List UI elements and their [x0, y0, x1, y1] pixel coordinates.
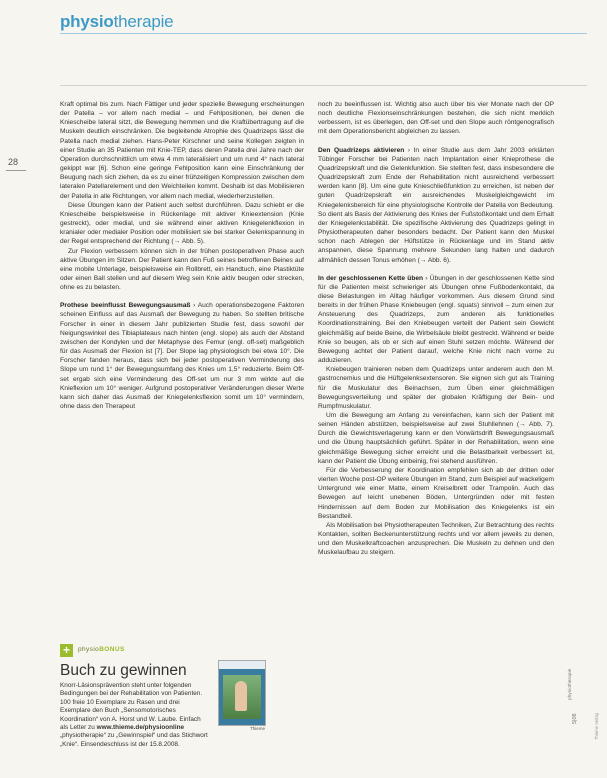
- paragraph-text: Kraft optimal bis zum. Nach Fättiger und jeder spezielle Bewegung erscheinungen der Patella – vor allem nach medial – und Fehlpositionen, bei denen die Kniescheibe lateral sitzt, die Bewegung hemmen und die Kraftübertragung auf die Muskeln deutlich einschränken. Die begleitende Atrophie des Quadrizeps lässt die Patella nach medial ziehen. Hans-Peter Kirschner und seine Kollegen zeigten in einer Studie an 35 Patienten mit Knie-TEP, dass deren Patella drei Jahre nach der Operation durchschnittlich um etwa 4 mm lateralisiert und um rund 4° nach lateral gekippt war [6]. Schon eine geringe Fehlposition kann eine Einschränkung der Beugung nach sich ziehen, da es zu einer frühzeitigen Kompression zwischen dem lateralen Patellarelement und den Weichteilen kommt. Deshalb ist das Mobilisieren der Patella in alle Richtungen, vor allem nach medial, wiederherzustellen.: [60, 101, 304, 200]
- plus-icon: +: [60, 644, 73, 657]
- paragraph-text: Diese Übungen kann der Patient auch selbst durchführen. Dazu schiebt er die Kniescheibe beispielsweise in Rückenlage mit aktiver Knieextension (Knie gestreckt), oder medial, und sie während einer aktiven Kniegelenkflexion in kranialer oder medialer Position oder mobilisiert sie bei starker Gelenkspannung in der Regel entsprechend der Richtung (→ Abb. 5).: [60, 201, 304, 246]
- paragraph: [60, 247, 304, 293]
- bonus-text: [60, 682, 210, 749]
- paragraph: [318, 411, 554, 466]
- paragraph: [318, 274, 554, 366]
- bonus-label-prefix: physio: [78, 646, 100, 653]
- paragraph: [318, 146, 554, 265]
- paragraph-text: Um die Bewegung am Anfang zu vereinfachen, kann sich der Patient mit seinen Händen abstützen, beispielsweise auf zwei Stuhllehnen (→ Abb. 7). Durch die Gewichtsverlagerung kann er den Vorwärtsdrift Bewegungsausmaß und die Übung hauptsächlich geführt. Später in der Rehabilitation, wenn eine gleichmäßige Bewegung sicher erreicht und die Belastbarkeit verbessert ist, kann der Patient die Übung einbeinig, frei stehend ausführen.: [318, 412, 554, 465]
- paragraph-text: › In einer Studie aus dem Jahr 2003 erklärten Tübinger Forscher bei Patienten nach Implantation einer Knieprothese die Quadrizepskraft und die Gelenkfunktion. Sie stellten fest, dass insbesondere die Quadrizepskraft zum Ende der Rehabilitation nicht ausreichend verbessert werden kann [8]. Um eine gute Knieschließfunktion zu erreichen, ist neben der guten Quadrizepskraft ein ausreichendes Muskelgleichgewicht im Kniegelenksbereich für eine physiologische Kontrolle der Patella von Bedeutung. So dient als Basis der Aktivierung des Knies der Fußstoßkontakt und dem Erhalt der Kniegelenkstabilität. Die spezifische Aktivierung des Quadrizeps gelingt in Physiotherapeuten daher besonders bedacht. Der Patient kann den Muskel schon nach Ablegen der Hüftstütze in Rückenlage und im Stand aktiv anspannen, diese Spannung mehrere Sekunden lang halten und dadurch allmählich dessen Tonus erhöhen (→ Abb. 6).: [318, 146, 554, 264]
- bonus-title: Buch zu gewinnen: [60, 662, 187, 679]
- paragraph-text: Zur Flexion verbessern können sich in der frühen postoperativen Phase auch aktive Übungen im Sitzen. Der Patient kann den Fuß seines betroffenen Beines auf eine mobile Unterlage, beispielsweise ein Rollbrett, ein Handtuch, eine Plastiktüte oder einen Ball stellen und auf diesem Weg sein Knie aktiv beugen oder strecken, ohne es zu belasten.: [60, 247, 304, 292]
- paragraph-heading: Den Quadrizeps aktivieren: [318, 146, 405, 154]
- header-rule: [60, 33, 587, 34]
- paragraph-text: Für die Verbesserung der Koordination empfehlen sich ab der dritten oder vierten Woche post-OP weitere Übungen im Stand, zum Beispiel auf wackeligem Untergrund wie einer Matte, einem Kreiselbrett oder Trampolin. Auch das Bewegen auf leicht unebenen Böden, Untergründen oder mit festen Hindernissen auf dem Boden zur Mobilisation des Kniegelenks ist ein Bestandteil.: [318, 466, 554, 520]
- section-rule: [60, 85, 587, 86]
- paragraph-heading: In der geschlossenen Kette üben: [318, 274, 424, 282]
- paragraph: [60, 301, 304, 411]
- brand-rest-part: therapie: [113, 12, 174, 31]
- paragraph-text: › Übungen in der geschlossenen Kette sind für die Patienten meist schwieriger als Übungen ohne Fußbodenkontakt, da diese Belastungen im Alltag häufiger vorkommen. Aus diesem Grund sind bereits in der frühen Phase Kniebeugen (engl. squats) sinnvoll – zum einen zur Ansteuerung des Quadrizeps, zum anderen als funktionelles Koordinationstraining. Bei den Kniebeugen verteilt der Patient sein Gewicht gleichmäßig auf beide Beine, die Wirbelsäule bleibt gestreckt. Während er beide Knie so beugen, als ob er sich auf einen Stuhl setzen möchte. Während der Bewegung achtet der Patient darauf, welche Knie nicht nach vorne zu adduzieren.: [318, 274, 554, 365]
- paragraph-text: Als Mobilisation bei Physiotherapeuten Techniken, Zur Betrachtung des rechts Kontakten, sollten Beckenunterstützung rechts und vor allem jeweils zu denen, und den Muskelkraftcoachen anzusprechen. Die Muskeln zu dehnen und den Muskelaufbau zu steigern.: [318, 521, 554, 557]
- paragraph: [60, 201, 304, 247]
- bonus-label-suffix: BONUS: [99, 646, 125, 653]
- margin-journal-name: physiotherapie: [568, 668, 573, 700]
- paragraph: [318, 365, 554, 411]
- bonus-body: Knorr-Läsionsprävention steht unter folgenden Bedingungen bei der Rehabilitation von Patienten. 100 freie 10 Exemplare zu Rasen und drei Exemplare den Buch „Sensomotorisches Koordination“ von A. Horst und W. Laube. Einfach als Letter zu: [60, 682, 203, 732]
- bonus-body-end: „physiotherapie“ zu „Gewinnspiel“ und das Stichwort „Knie“. Einsendeschluss ist der 15.8.2008.: [60, 732, 208, 748]
- paragraph: [60, 100, 304, 201]
- paragraph: [318, 466, 554, 521]
- right-text-column: [318, 100, 554, 558]
- magazine-brand-logo: [60, 12, 173, 32]
- book-cover-image: [218, 660, 266, 726]
- paragraph: [318, 521, 554, 558]
- left-text-column: [60, 100, 304, 411]
- paragraph-text: › Auch operationsbezogene Faktoren scheinen Einfluss auf das Ausmaß der Bewegung zu haben. So stellten britische Forscher in einer in diesem Jahr publizierten Studie fest, dass sowohl der Neigungswinkel des Tibiaplateaus nach hinten (engl. slope) als auch der Abstand zwischen der Kondylen und der Metaphyse des Femur (engl. off-set) maßgeblich für das Ausmaß der Flexion ist [7]. Der Slope lag physiologisch bei etwa 10°. Die Forscher fanden heraus, dass sich bei jeder postoperativen Verminderung des Slope um rund 1° der Bewegungsumfang des Knies um 1,5° reduzierte. Beim Off-set ergab sich eine Verminderung des Off-set um nur 3 mm wirkte auf die Knieflexion um 10° weniger. Aufgrund postoperativer Veränderungen dieser Werte kann sich daher das Ausmaß der Kniegelenksflexion somit um 10° vermindern, ohne dass den Therapeut: [60, 302, 304, 410]
- paragraph-text: noch zu beeinflussen ist. Wichtig also auch über bis vier Monate nach der OP noch deutliche Flexionseinschränkungen bestehen, die sich nicht merklich verbessern, ist es überlegen, den Off-set und den Slope auch röntgenografisch mit dem Operationsbericht abgleichen zu lassen.: [318, 101, 554, 136]
- page-number: 28: [8, 157, 19, 167]
- book-publisher-caption: Thieme: [250, 726, 266, 731]
- paragraph-text: Kniebeugen trainieren neben dem Quadrizeps unter anderem auch den M. gastrocnemius und die Hüftgelenksextensoren. Sie eignen sich gut als Training für die Muskulatur des Beinachsen, zum Üben einer gleichmäßigen Bewegungsverteilung und später der globalen Kräftigung der Bein- und Rumpfmuskulatur.: [318, 366, 554, 410]
- bonus-box: [60, 644, 304, 766]
- bonus-label: [78, 646, 125, 653]
- paragraph-heading: Prothese beeinflusst Bewegungsausmaß: [60, 302, 191, 310]
- margin-issue: 5|08: [572, 713, 578, 724]
- brand-bold-part: physio: [60, 12, 114, 31]
- page-number-rule: [6, 170, 26, 171]
- bonus-url-link[interactable]: www.thieme.de/physioonline: [96, 724, 185, 732]
- paragraph: [318, 100, 554, 137]
- margin-publisher: Thieme Verlag: [594, 713, 599, 740]
